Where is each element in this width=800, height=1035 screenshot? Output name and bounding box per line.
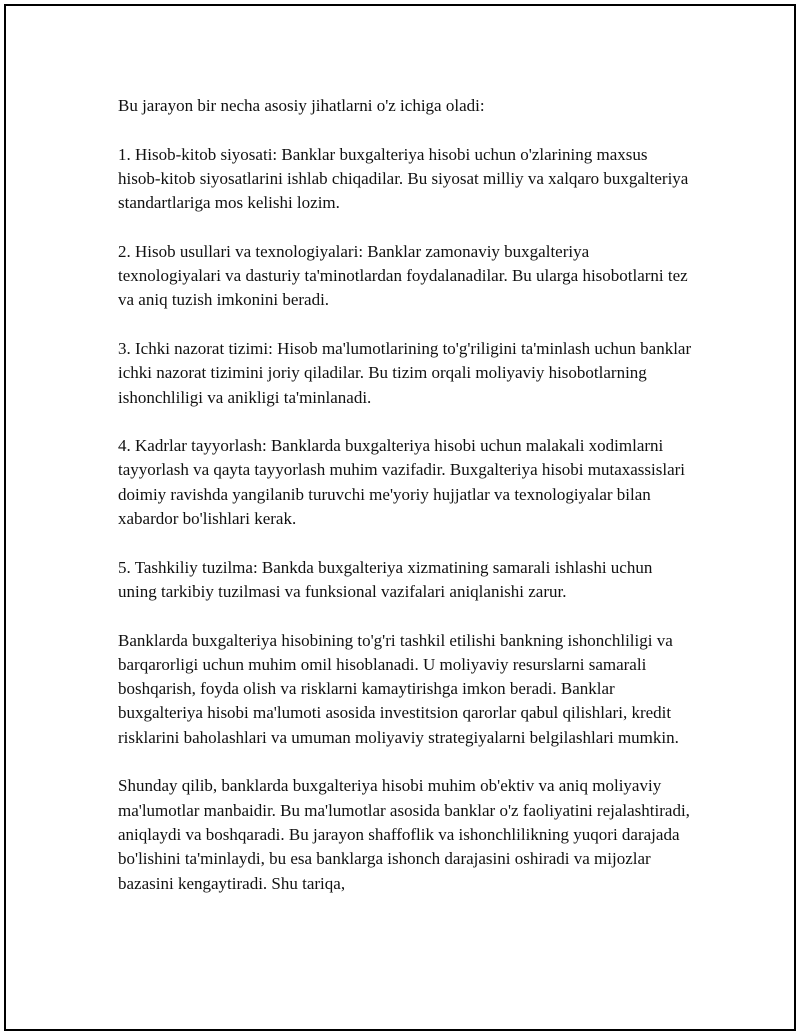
paragraph-intro: Bu jarayon bir necha asosiy jihatlarni o'z ichiga oladi:: [118, 96, 485, 115]
paragraph-internal-control: 3. Ichki nazorat tizimi: Hisob ma'lumotlarining to'g'riligini ta'minlash uchun banklar ichki nazorat tizimini joriy qiladilar. Bu tizim orqali moliyaviy hisobotlarning ishonchliligi va anikligi ta'minlanadi.: [118, 338, 692, 407]
paragraph-conclusion: Shunday qilib, banklarda buxgalteriya hisobi muhim ob'ektiv va aniq moliyaviy ma'lumotlar manbaidir. Bu ma'lumotlar asosida banklar o'z faoliyatini rejalashtiradi, aniqlaydi va boshqaradi. Bu jarayon shaffoflik va ishonchlilikning yuqori darajada bo'lishini ta'minlaydi, bu esa banklarga ishonch darajasini oshiradi va mijozlar bazasini kengaytiradi. Shu tariqa,: [118, 776, 690, 893]
document-body: [118, 94, 693, 920]
paragraph-staff-training: 4. Kadrlar tayyorlash: Banklarda buxgalteriya hisobi uchun malakali xodimlarni tayyorlash va qayta tayyorlash muhim vazifadir. Buxgalteriya hisobi mutaxassislari doimiy ravishda yangilanib turuvchi me'yoriy hujjatlar va texnologiyalar bilan xabardor bo'lishlari kerak.: [118, 436, 686, 529]
paragraph-importance: Banklarda buxgalteriya hisobining to'g'ri tashkil etilishi bankning ishonchliligi va barqarorligi uchun muhim omil hisoblanadi. U moliyaviy resurslarni samarali boshqarish, foyda olish va risklarni kamaytirishga imkon beradi. Banklar buxgalteriya hisobi ma'lumoti asosida investitsion qarorlar qabul qilishlari, kredit risklarini baholashlari va umuman moliyaviy strategiyalarni belgilashlari mumkin.: [118, 630, 679, 747]
paragraph-org-structure: 5. Tashkiliy tuzilma: Bankda buxgalteriya xizmatining samarali ishlashi uchun uning tarkibiy tuzilmasi va funksional vazifalari aniqlanishi zarur.: [118, 557, 653, 601]
paragraph-methods-technology: 2. Hisob usullari va texnologiyalari: Banklar zamonaviy buxgalteriya texnologiyalari va dasturiy ta'minotlardan foydalanadilar. Bu ularga hisobotlarni tez va aniq tuzish imkonini beradi.: [118, 241, 688, 310]
paragraph-accounting-policy: 1. Hisob-kitob siyosati: Banklar buxgalteriya hisobi uchun o'zlarining maxsus hisob-kitob siyosatlarini ishlab chiqadilar. Bu siyosat milliy va xalqaro buxgalteriya standartlariga mos kelishi lozim.: [118, 144, 689, 213]
